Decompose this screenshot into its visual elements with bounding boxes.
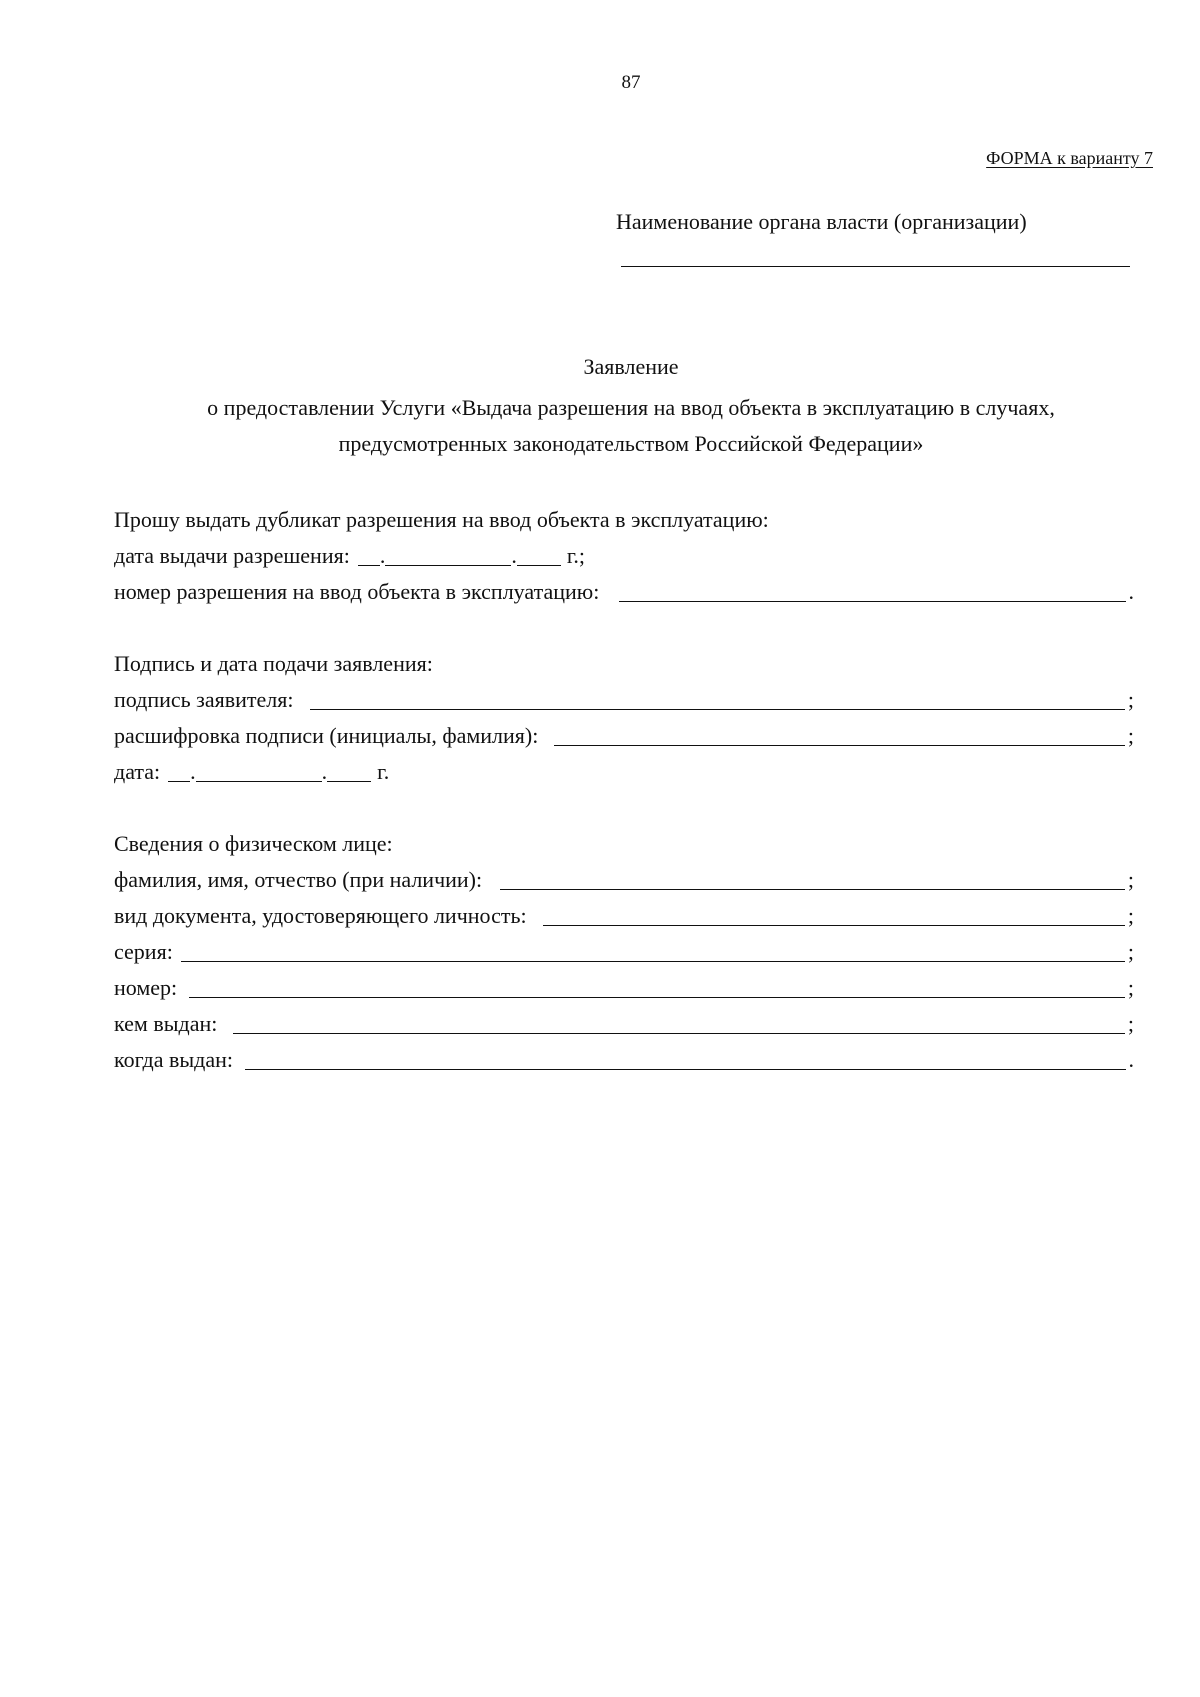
number-label: номер: <box>114 975 178 1000</box>
permit-number-end: . <box>1128 579 1134 604</box>
authority-label: Наименование органа власти (организации) <box>616 209 1027 234</box>
number-end: ; <box>1127 975 1134 1000</box>
permit-number-label: номер разрешения на ввод объекта в эксплуатацию: <box>114 579 600 604</box>
issue-date-row <box>114 533 585 569</box>
permit-number-input-line[interactable] <box>619 600 1125 602</box>
issue-date-year-blank[interactable] <box>517 564 561 566</box>
applicant-signature-label: подпись заявителя: <box>114 687 294 712</box>
issued-on-label: когда выдан: <box>114 1047 233 1072</box>
id-document-input-line[interactable] <box>543 924 1125 926</box>
authority-input-line[interactable] <box>621 266 1130 267</box>
submission-date-label: дата: <box>114 759 161 784</box>
submission-date-suffix: г. <box>377 759 390 784</box>
id-document-row <box>114 893 1134 929</box>
applicant-signature-input-line[interactable] <box>310 708 1125 710</box>
issued-by-end: ; <box>1127 1011 1134 1036</box>
number-input-line[interactable] <box>189 996 1125 998</box>
signature-heading: Подпись и дата подачи заявления: <box>114 651 433 676</box>
series-row <box>114 929 1134 965</box>
page-number: 87 <box>621 72 641 93</box>
date-separator: . <box>379 543 386 568</box>
issued-on-end: . <box>1128 1047 1134 1072</box>
applicant-signature-row <box>114 677 1134 713</box>
issue-date-suffix: г.; <box>566 543 585 568</box>
number-row <box>114 965 1134 1001</box>
full-name-end: ; <box>1127 867 1134 892</box>
id-document-end: ; <box>1127 903 1134 928</box>
id-document-label: вид документа, удостоверяющего личность: <box>114 903 527 928</box>
series-input-line[interactable] <box>181 960 1125 962</box>
applicant-signature-end: ; <box>1127 687 1134 712</box>
document-subtitle <box>0 390 1200 462</box>
signature-decoding-row <box>114 713 1134 749</box>
issue-date-month-blank[interactable] <box>385 564 511 566</box>
submission-date-month-blank[interactable] <box>196 780 322 782</box>
issue-date-day-blank[interactable] <box>358 564 380 566</box>
signature-heading-row <box>114 641 1134 677</box>
series-end: ; <box>1127 939 1134 964</box>
full-name-input-line[interactable] <box>500 888 1125 890</box>
signature-decoding-end: ; <box>1127 723 1134 748</box>
person-heading-row <box>114 821 1134 857</box>
person-heading: Сведения о физическом лице: <box>114 831 393 856</box>
full-name-label: фамилия, имя, отчество (при наличии): <box>114 867 483 892</box>
submission-date-year-blank[interactable] <box>327 780 371 782</box>
signature-decoding-label: расшифровка подписи (инициалы, фамилия): <box>114 723 539 748</box>
date-separator: . <box>511 543 517 568</box>
signature-decoding-input-line[interactable] <box>554 744 1125 746</box>
issued-by-input-line[interactable] <box>233 1032 1125 1034</box>
request-heading-row <box>114 497 1134 533</box>
document-title: Заявление <box>583 354 679 379</box>
submission-date-row <box>114 749 389 785</box>
issued-by-row <box>114 1001 1134 1037</box>
permit-number-row <box>114 569 1134 605</box>
series-label: серия: <box>114 939 173 964</box>
issued-by-label: кем выдан: <box>114 1011 218 1036</box>
issued-on-row <box>114 1037 1134 1073</box>
issue-date-label: дата выдачи разрешения: <box>114 543 350 568</box>
issued-on-input-line[interactable] <box>245 1068 1126 1070</box>
date-separator: . <box>321 759 328 784</box>
full-name-row <box>114 857 1134 893</box>
subtitle-text: о предоставлении Услуги «Выдача разрешения на ввод объекта в эксплуатацию в случаях, предусмотренных законодательством Российской Федерации» <box>207 395 1055 456</box>
request-heading: Прошу выдать дубликат разрешения на ввод объекта в эксплуатацию: <box>114 507 769 532</box>
form-variant-tag: ФОРМА к варианту 7 <box>986 148 1153 168</box>
date-separator: . <box>190 759 196 784</box>
submission-date-day-blank[interactable] <box>168 780 190 782</box>
